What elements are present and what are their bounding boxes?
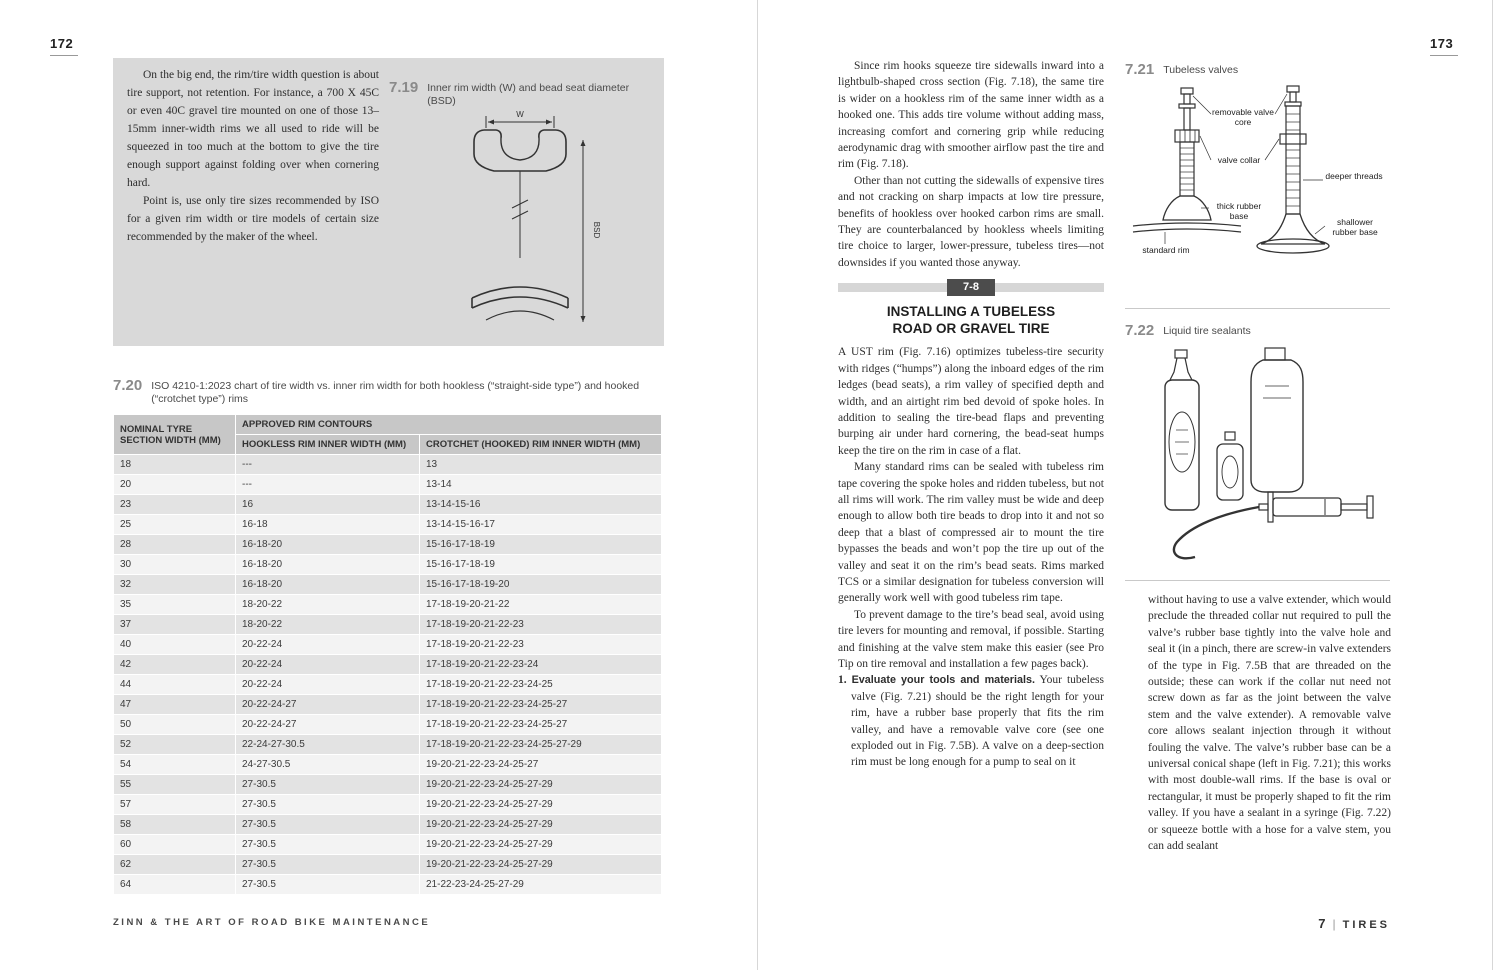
table-row (114, 715, 662, 735)
rim-width-table (113, 414, 662, 895)
section-badge-row (838, 279, 1104, 296)
right-page-continuation-column (1148, 592, 1391, 855)
table-cell: 18-20-22 (236, 595, 420, 615)
figure-7-22-caption: Liquid tire sealants (1163, 325, 1251, 337)
table-cell: 22-24-27-30.5 (236, 735, 420, 755)
label-thick-rubber-base: thick rubber base (1216, 201, 1262, 221)
table-row (114, 735, 662, 755)
table-cell: 16-18-20 (236, 555, 420, 575)
table-row (114, 455, 662, 475)
table-row (114, 635, 662, 655)
table-row (114, 875, 662, 895)
table-row (114, 475, 662, 495)
section-7-8-heading (838, 279, 1104, 337)
table-cell: 17-18-19-20-21-22-23-24-25 (420, 675, 662, 695)
body-paragraph-5: To prevent damage to the tire’s bead seal, avoid using tire levers for mounting and removal, if possible. Starting and finishing at the valve stem make this easier (see Pro Tip on tire removal and installation a few pages back). (838, 608, 1104, 670)
tire-sealants-illustration (1125, 346, 1390, 574)
figure-7-19-caption: Inner rim width (W) and bead seat diameter (BSD) (427, 82, 630, 107)
step-1-number: 1. (838, 674, 847, 687)
table-header-hookless: HOOKLESS RIM INNER WIDTH (MM) (236, 435, 420, 455)
table-cell: 27-30.5 (236, 835, 420, 855)
table-cell: 16 (236, 495, 420, 515)
table-cell: 17-18-19-20-21-22-23-24-25-27-29 (420, 735, 662, 755)
label-shallower-rubber-base: shallower rubber base (1332, 217, 1378, 237)
step-1-lead: Evaluate your tools and materials. (851, 674, 1036, 687)
table-row (114, 535, 662, 555)
table-row (114, 495, 662, 515)
table-row (114, 515, 662, 535)
table-cell: 58 (114, 815, 236, 835)
figure-7-21-caption: Tubeless valves (1163, 64, 1239, 76)
section-badge: 7-8 (947, 279, 995, 296)
table-cell: 60 (114, 835, 236, 855)
body-paragraph-continuation: without having to use a valve extender, which would preclude the threaded collar nut required to pull the valve’s rubber base tightly into the valve hole and seal it (in a pinch, there are screw-in valve extenders of the type in Fig. 7.5B that are threaded on the outside; these can work if the collar nut need not screw down as far as the joint between the valve stem and the valve extender). A removable valve core allows sealant injection through it without fouling the valve. The valve’s rubber base can be a universal conical shape (left in Fig. 7.21); this works with most double-wall rims. If the base is oval or rectangular, it must be properly shaped to fit the rim valley. If you have a sealant in a syringe (Fig. 7.22) or squeeze bottle with a hose for a valve stem, you can add sealant (1148, 594, 1391, 853)
table-header-crotchet: CROTCHET (HOOKED) RIM INNER WIDTH (MM) (420, 435, 662, 455)
table-cell: 62 (114, 855, 236, 875)
right-page-number: 173 (1430, 36, 1454, 51)
table-cell: 19-20-21-22-23-24-25-27 (420, 755, 662, 775)
footer-separator: | (1332, 917, 1336, 931)
left-footer: ZINN & THE ART OF ROAD BIKE MAINTENANCE (113, 917, 431, 928)
table-row (114, 815, 662, 835)
footer-chapter-title: TIRES (1342, 919, 1390, 931)
table-cell: 52 (114, 735, 236, 755)
table-cell: 18-20-22 (236, 615, 420, 635)
rim-width-table-wrap (113, 414, 662, 895)
table-cell: 17-18-19-20-21-22 (420, 595, 662, 615)
figure-7-21-header (1125, 62, 1390, 77)
table-cell: 27-30.5 (236, 875, 420, 895)
table-cell: 37 (114, 615, 236, 635)
table-row (114, 655, 662, 675)
table-cell: 20-22-24 (236, 675, 420, 695)
table-cell: --- (236, 455, 420, 475)
label-valve-collar: valve collar (1217, 155, 1261, 165)
dimension-label-w: W (516, 110, 524, 119)
table-cell: 15-16-17-18-19-20 (420, 575, 662, 595)
dimension-label-bsd: BSD (592, 221, 601, 239)
table-cell: 54 (114, 755, 236, 775)
table-cell: 19-20-21-22-23-24-25-27-29 (420, 855, 662, 875)
section-title-line-2: ROAD OR GRAVEL TIRE (892, 321, 1050, 337)
body-paragraph-1: Since rim hooks squeeze tire sidewalls inward into a lightbulb-shaped cross section (Fig. 7.18), the same tire is wider on a hookless rim of the same inner width as a hooked one. This adds tire volume without adding mass, increasing comfort and cornering grip while reducing aerodynamic drag with smoother airflow past the tire and rim (Fig. 7.18). (838, 60, 1104, 171)
table-row (114, 855, 662, 875)
intro-text (127, 66, 379, 246)
table-cell: 55 (114, 775, 236, 795)
figure-7-20-number: 7.20 (113, 377, 143, 394)
page-gutter-line (757, 0, 758, 970)
table-row (114, 675, 662, 695)
table-cell: 44 (114, 675, 236, 695)
table-cell: 19-20-21-22-23-24-25-27-29 (420, 815, 662, 835)
table-cell: 20 (114, 475, 236, 495)
page-edge-line (1492, 0, 1493, 970)
right-footer (1240, 915, 1390, 933)
label-removable-valve-core: removable valve core (1212, 107, 1274, 127)
body-paragraph-3: A UST rim (Fig. 7.16) optimizes tubeless-tire security with ridges (“humps”) along the inboard edges of the rim ledges (bead seats), a rim valley of specified depth and width, and an airtight rim bed devoid of spoke holes. In addition to sealing the tire-bead flaps and preventing burping air under hard cornering, the bead-seat humps keep the tire on the rim in case of a flat. (838, 346, 1104, 457)
figure-7-22-drawing (1125, 346, 1390, 574)
intro-sidebar-box (113, 58, 664, 346)
table-row (114, 615, 662, 635)
figure-7-20-header (113, 378, 661, 406)
table-cell: 27-30.5 (236, 775, 420, 795)
figure-7-22-number: 7.22 (1125, 322, 1155, 339)
table-row (114, 775, 662, 795)
right-page-number-rule (1430, 55, 1458, 56)
table-cell: 13 (420, 455, 662, 475)
section-badge-line-right (995, 283, 1104, 292)
table-cell: 57 (114, 795, 236, 815)
table-cell: 20-22-24-27 (236, 695, 420, 715)
table-header-row-1 (114, 415, 662, 435)
table-row (114, 795, 662, 815)
table-cell: 15-16-17-18-19 (420, 555, 662, 575)
right-page-number-block (1430, 36, 1458, 56)
table-cell: 17-18-19-20-21-22-23-24-25-27 (420, 715, 662, 735)
section-badge-line-left (838, 283, 947, 292)
table-cell: 23 (114, 495, 236, 515)
footer-chapter-number: 7 (1318, 916, 1326, 931)
table-row (114, 835, 662, 855)
section-title-line-1: INSTALLING A TUBELESS (886, 304, 1056, 320)
table-cell: 20-22-24 (236, 635, 420, 655)
table-cell: 21-22-23-24-25-27-29 (420, 875, 662, 895)
label-deeper-threads: deeper threads (1325, 171, 1383, 181)
table-cell: 42 (114, 655, 236, 675)
body-paragraph-4: Many standard rims can be sealed with tubeless rim tape covering the spoke holes and ridden tubeless, but not all rims will work. The rim valley must be wide and deep enough to allow both tire beads to drop into it and not so deep that a blast of compressed air to mount the tire bypasses the beads and won’t pop the tire up out of the valley and seat it on the rim’s bead seats. Rims marked TCS or a similar designation for tubeless conversion will generally work well with good tubeless rim tape. (838, 461, 1104, 605)
table-cell: 19-20-21-22-23-24-25-27-29 (420, 775, 662, 795)
table-cell: 18 (114, 455, 236, 475)
table-header-approved-contours: APPROVED RIM CONTOURS (236, 415, 662, 435)
table-cell: 64 (114, 875, 236, 895)
right-page-text-column (838, 58, 1104, 771)
table-cell: 17-18-19-20-21-22-23 (420, 635, 662, 655)
table-cell: 19-20-21-22-23-24-25-27-29 (420, 835, 662, 855)
table-row (114, 575, 662, 595)
intro-paragraph-2: Point is, use only tire sizes recommended by ISO for a given rim width or tire models of certain size recommended by the maker of the wheel. (127, 195, 379, 243)
left-page-number: 172 (50, 36, 74, 51)
table-cell: 16-18 (236, 515, 420, 535)
table-cell: 27-30.5 (236, 815, 420, 835)
step-1 (838, 672, 1104, 770)
table-cell: 40 (114, 635, 236, 655)
table-cell: 24-27-30.5 (236, 755, 420, 775)
table-row (114, 595, 662, 615)
figure-7-19-header (389, 80, 651, 108)
table-row (114, 555, 662, 575)
figure-7-21-number: 7.21 (1125, 61, 1155, 78)
table-cell: 15-16-17-18-19 (420, 535, 662, 555)
figure-7-19-number: 7.19 (389, 79, 419, 96)
table-cell: 27-30.5 (236, 795, 420, 815)
figure-7-20-caption: ISO 4210-1:2023 chart of tire width vs. inner rim width for both hookless (“straight-side type”) and hooked (“crotchet type”) rims (151, 380, 640, 405)
table-cell: 25 (114, 515, 236, 535)
table-cell: 28 (114, 535, 236, 555)
table-cell: 20-22-24-27 (236, 715, 420, 735)
figure-7-19-drawing (408, 108, 638, 343)
table-cell: 17-18-19-20-21-22-23-24 (420, 655, 662, 675)
table-cell: 20-22-24 (236, 655, 420, 675)
table-cell: 13-14-15-16 (420, 495, 662, 515)
left-page-number-block (50, 36, 78, 56)
figure-7-21-drawing (1125, 84, 1390, 299)
table-cell: 16-18-20 (236, 575, 420, 595)
table-cell: 50 (114, 715, 236, 735)
table-row (114, 755, 662, 775)
label-standard-rim: standard rim (1142, 245, 1190, 255)
table-cell: 35 (114, 595, 236, 615)
table-cell: 30 (114, 555, 236, 575)
table-cell: 13-14 (420, 475, 662, 495)
table-cell: 16-18-20 (236, 535, 420, 555)
step-1-text: Your tubeless valve (Fig. 7.21) should be the right length for your rim, have a rubber base properly that fits the rim valley, and have a removable valve core (see one exploded out in Fig. 7.5B). A valve on a deep-section rim must be long enough for a pump to seal on it (851, 674, 1104, 769)
table-cell: 19-20-21-22-23-24-25-27-29 (420, 795, 662, 815)
figure-7-22-header (1125, 323, 1390, 338)
rim-cross-section-illustration (408, 108, 638, 343)
left-page-number-rule (50, 55, 78, 56)
table-cell: 32 (114, 575, 236, 595)
figure-divider-rule-1 (1125, 308, 1390, 309)
figure-divider-rule-2 (1125, 580, 1390, 581)
body-paragraph-2: Other than not cutting the sidewalls of expensive tires and not cracking on sharp impacts at low tire pressure, benefits of hookless over hooked carbon rims are small. They are counterbalanced by hookless wheels limiting tire choice to larger, lower-pressure, tubeless tires—not downsides if you wanted those anyway. (838, 174, 1104, 269)
table-row (114, 695, 662, 715)
table-body (114, 455, 662, 895)
section-title (838, 303, 1104, 337)
table-cell: 47 (114, 695, 236, 715)
intro-paragraph-1: On the big end, the rim/tire width question is about tire support, not retention. For instance, a 700 X 45C or even 40C gravel tire mounted on one of those 13–15mm inner-width rims we all used to ride will be squeezed in too much at the bottom to give the tire enough support against folding over when cornering hard. (127, 69, 379, 189)
table-cell: 27-30.5 (236, 855, 420, 875)
table-cell: 17-18-19-20-21-22-23 (420, 615, 662, 635)
table-cell: 17-18-19-20-21-22-23-24-25-27 (420, 695, 662, 715)
table-header-nominal-width: NOMINAL TYRE SECTION WIDTH (MM) (114, 415, 236, 455)
table-cell: --- (236, 475, 420, 495)
table-cell: 13-14-15-16-17 (420, 515, 662, 535)
